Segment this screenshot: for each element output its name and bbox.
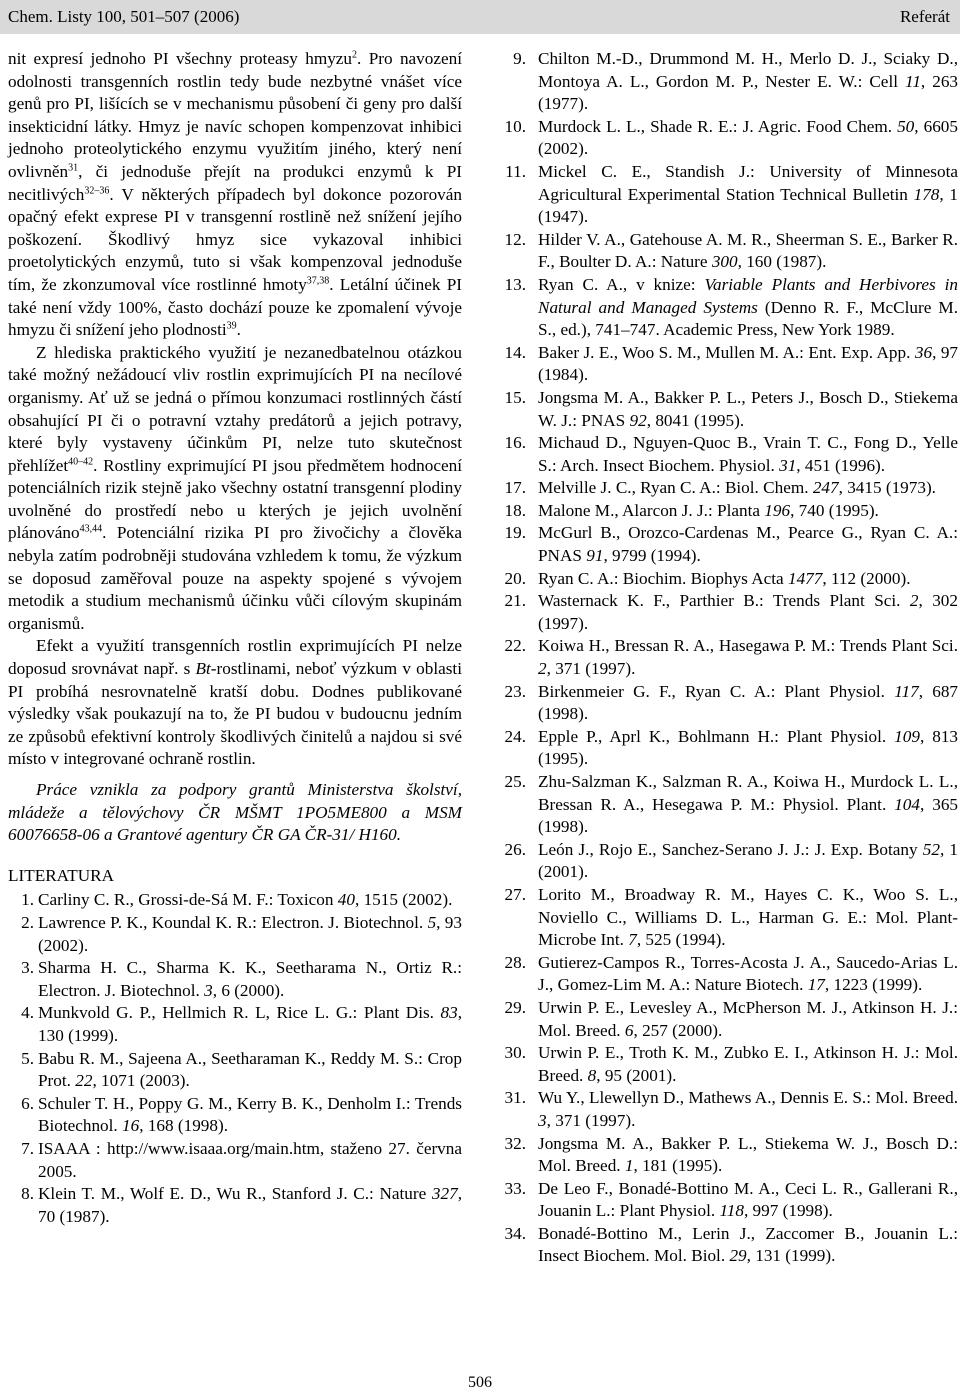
- text-run: Michaud D., Nguyen-Quoc B., Vrain T. C., Fong D., Yelle S.: Arch. Insect Biochem. Physiol.: [538, 433, 958, 475]
- text-run: Malone M., Alarcon J. J.: Planta: [538, 500, 765, 520]
- reference-item: [502, 432, 958, 477]
- text-run: , 263 (1977).: [538, 71, 959, 114]
- text-run: , 687 (1998).: [538, 681, 959, 724]
- text-run: ISAAA : http://www.isaaa.org/main.htm, staženo 27. června 2005.: [38, 1138, 462, 1181]
- reference-number: 23.: [504, 681, 526, 701]
- text-run: Sharma H. C., Sharma K. K., Seetharama N., Ortiz R.: Electron. J. Biotechnol.: [38, 958, 462, 1000]
- reference-number: 25.: [504, 772, 526, 791]
- text-run: , 813 (1995).: [538, 726, 959, 769]
- reference-number: 17.: [504, 478, 526, 498]
- italic-text: 50: [897, 116, 915, 136]
- page-number: 506: [468, 1374, 492, 1391]
- reference-item: [502, 274, 958, 342]
- text-run: , 1223 (1999).: [824, 975, 923, 995]
- italic-text: 117: [894, 681, 919, 701]
- italic-text: 7: [628, 930, 637, 950]
- italic-text: 1: [624, 1156, 634, 1176]
- reference-item: [502, 229, 958, 274]
- text-run: . Pro navození odolnosti transgenních rostlin tedy bude nezbytné vnášet více genů pro PI, lišících se v mechanismu působení či geny pro další insekticidní látky. Hmyz je navíc schopen kompenzovat inhibici jednoho proteolytického enzymu využitím jiného, který není ovlivněn: [8, 49, 462, 181]
- reference-number: 8.: [21, 1184, 34, 1204]
- text-run: -rostlinami, neboť výzkum v oblasti PI probíhá nesrovnatelně kratší dobu. Dodnes publikované výsledky však poukazují na to, že PI budou v budoucnu jedním ze způsobů efektivní kontroly škodlivých činitelů a najdou si své místo v integrované ochraně rostlin.: [8, 659, 462, 769]
- italic-text: 8: [587, 1065, 597, 1085]
- text-run: , 130 (1999).: [38, 1003, 462, 1045]
- italic-text: 196: [764, 500, 791, 520]
- italic-text: 31: [779, 455, 797, 475]
- reference-item: [502, 952, 958, 997]
- right-column: [502, 48, 958, 1268]
- reference-item: [502, 635, 958, 680]
- text-run: , 70 (1987).: [38, 1184, 462, 1226]
- text-run: nit expresí jednoho PI všechny proteasy hmyzu: [8, 49, 353, 68]
- reference-item: [8, 1183, 462, 1228]
- text-run: Ryan C. A.: Biochim. Biophys Acta: [538, 568, 788, 588]
- reference-item: [8, 1093, 462, 1138]
- reference-number: 14.: [504, 342, 526, 362]
- text-run: Munkvold G. P., Hellmich R. L, Rice L. G.: Plant Dis.: [38, 1003, 441, 1023]
- body-paragraph: [8, 342, 462, 636]
- text-run: Urwin P. E., Levesley A., McPherson M. J., Atkinson H. J.: Mol. Breed.: [538, 997, 958, 1040]
- text-run: Wu Y., Llewellyn D., Mathews A., Dennis E. S.: Mol. Breed.: [538, 1088, 958, 1108]
- citation-superscript: 39: [226, 320, 237, 332]
- text-run: De Leo F., Bonadé-Bottino M. A., Ceci L. R., Gallerani R., Jouanin L.: Plant Physiol.: [538, 1178, 958, 1221]
- reference-number: 1.: [21, 890, 34, 910]
- reference-item: [502, 568, 958, 591]
- reference-item: [8, 912, 462, 957]
- text-run: , 371 (1997).: [546, 1110, 636, 1130]
- reference-number: 16.: [504, 433, 526, 453]
- reference-number: 5.: [21, 1048, 34, 1068]
- text-run: , 9799 (1994).: [603, 546, 701, 566]
- reference-item: [502, 839, 958, 884]
- text-run: Jongsma M. A., Bakker P. L., Stiekema W. J., Bosch D.: Mol. Breed.: [538, 1133, 958, 1176]
- text-run: , 97 (1984).: [538, 342, 958, 385]
- italic-text: 92: [629, 410, 647, 430]
- reference-item: [8, 957, 462, 1002]
- reference-item: [502, 771, 958, 839]
- italic-text: 2: [909, 591, 919, 611]
- reference-number: 33.: [504, 1178, 526, 1198]
- text-run: Koiwa H., Bressan R. A., Hasegawa P. M.: Trends Plant Sci.: [538, 636, 958, 656]
- reference-number: 15.: [504, 387, 526, 407]
- reference-item: [502, 342, 958, 387]
- citation-superscript: 37,38: [306, 275, 330, 287]
- text-run: Chilton M.-D., Drummond M. H., Merlo D. J., Sciaky D., Montoya A. L., Gordon M. P., Nester E. W.: Cell: [538, 49, 958, 91]
- reference-list-continued: [502, 48, 958, 1268]
- text-run: , 8041 (1995).: [646, 410, 745, 430]
- reference-number: 31.: [504, 1088, 526, 1108]
- text-run: Carliny C. R., Grossi-de-Sá M. F.: Toxicon: [38, 890, 338, 910]
- text-run: Lawrence P. K., Koundal K. R.: Electron. J. Biotechnol.: [38, 912, 428, 932]
- reference-item: [502, 681, 958, 726]
- italic-text: 6: [624, 1020, 634, 1040]
- italic-text: 11: [905, 71, 921, 91]
- reference-item: [502, 161, 958, 229]
- text-run: (Denno R. F., McClure M. S., ed.), 741–747. Academic Press, New York 1989.: [538, 297, 958, 340]
- reference-number: 20.: [504, 568, 526, 588]
- text-run: Efekt a využití transgenních rostlin exprimujících PI nelze doposud srovnávat např. s: [8, 636, 462, 679]
- citation-superscript: 32–36: [84, 184, 110, 196]
- text-run: , 93 (2002).: [38, 912, 462, 955]
- text-run: Hilder V. A., Gatehouse A. M. R., Sheerman S. E., Barker R. F., Boulter D. A.: Nature: [538, 229, 958, 272]
- reference-number: 24.: [504, 726, 526, 746]
- reference-item: [502, 500, 958, 523]
- reference-number: 34.: [504, 1223, 526, 1243]
- text-run: McGurl B., Orozco-Cardenas M., Pearce G., Ryan C. A.: PNAS: [538, 523, 958, 566]
- text-run: Baker J. E., Woo S. M., Mullen M. A.: Ent. Exp. App.: [538, 342, 915, 362]
- reference-number: 9.: [513, 49, 526, 68]
- reference-number: 13.: [504, 274, 526, 294]
- italic-text: 52: [922, 839, 940, 859]
- text-run: Bonadé-Bottino M., Lerin J., Zaccomer B., Jouanin L.: Insect Biochem. Mol. Biol.: [538, 1223, 958, 1266]
- text-run: Ryan C. A., v knize:: [538, 274, 705, 294]
- italic-text: 36: [914, 342, 933, 362]
- text-run: Klein T. M., Wolf E. D., Wu R., Stanford J. C.: Nature: [38, 1184, 432, 1204]
- reference-item: [502, 1178, 958, 1223]
- reference-item: [502, 726, 958, 771]
- reference-number: 7.: [21, 1138, 34, 1158]
- italic-text: 83: [440, 1003, 458, 1023]
- text-run: Jongsma M. A., Bakker P. L., Peters J., Bosch D., Stiekema W. J.: PNAS: [538, 387, 958, 430]
- text-run: Schuler T. H., Poppy G. M., Kerry B. K., Denholm I.: Trends Biotechnol.: [38, 1093, 462, 1136]
- reference-item: [502, 1042, 958, 1087]
- reference-number: 32.: [504, 1133, 526, 1153]
- text-run: , 525 (1994).: [636, 930, 726, 950]
- italic-text: 2: [538, 659, 547, 679]
- body-paragraph: [8, 48, 462, 342]
- journal-header: [0, 0, 960, 34]
- citation-superscript: 31: [68, 162, 79, 174]
- italic-text: 3: [538, 1110, 547, 1130]
- text-run: León J., Rojo E., Sanchez-Serano J. J.: J. Exp. Botany: [538, 839, 923, 859]
- text-run: , 371 (1997).: [546, 659, 636, 679]
- italic-text: 5: [427, 912, 437, 932]
- reference-item: [8, 889, 462, 912]
- reference-number: 22.: [504, 636, 526, 656]
- italic-text: 91: [586, 546, 604, 566]
- reference-item: [8, 1138, 462, 1183]
- italic-text: 109: [894, 726, 920, 746]
- text-run: . Letální účinek PI také není vždy 100%, často dochází pouze ke zpomalení vývoje hmyzu či snížení jeho plodnosti: [8, 274, 462, 340]
- text-run: .: [236, 320, 241, 340]
- text-run: , 95 (2001).: [596, 1065, 677, 1085]
- italic-text: 3: [204, 980, 213, 1000]
- reference-number: 30.: [504, 1043, 526, 1063]
- text-run: Birkenmeier G. F., Ryan C. A.: Plant Physiol.: [538, 681, 895, 701]
- text-run: , 131 (1999).: [746, 1246, 836, 1266]
- left-column: [8, 48, 462, 1228]
- text-run: Wasternack K. F., Parthier B.: Trends Plant Sci.: [538, 591, 910, 611]
- reference-number: 29.: [504, 997, 526, 1017]
- reference-item: [502, 1223, 958, 1268]
- text-run: , 6 (2000).: [212, 980, 285, 1000]
- italic-text: 178: [913, 184, 940, 204]
- reference-item: [502, 590, 958, 635]
- italic-text: 327: [431, 1184, 458, 1204]
- italic-text: 118: [719, 1201, 744, 1221]
- text-run: , 3415 (1973).: [838, 478, 936, 498]
- text-run: , 365 (1998).: [538, 794, 959, 837]
- reference-number: 3.: [21, 958, 34, 978]
- text-run: , 997 (1998).: [743, 1201, 833, 1221]
- reference-item: [8, 1002, 462, 1047]
- reference-number: 19.: [504, 523, 526, 543]
- italic-text: 40: [337, 890, 355, 910]
- italic-text: 300: [711, 252, 738, 272]
- text-run: Epple P., Aprl K., Bohlmann H.: Plant Physiol.: [538, 726, 895, 746]
- citation-superscript: 43,44: [79, 523, 103, 535]
- reference-item: [502, 48, 958, 116]
- text-run: Lorito M., Broadway R. M., Hayes C. K., Woo S. L., Noviello C., Williams D. L., Harman G. E.: Mol. Plant-Microbe Int.: [538, 884, 958, 950]
- reference-number: 27.: [504, 884, 526, 904]
- reference-item: [502, 997, 958, 1042]
- italic-text: 104: [894, 794, 920, 814]
- italic-text: 22: [75, 1071, 93, 1091]
- text-run: , 1 (1947).: [538, 184, 959, 227]
- reference-number: 6.: [21, 1093, 34, 1113]
- citation-superscript: 40–42: [68, 455, 94, 467]
- text-run: , 1515 (2002).: [354, 890, 453, 910]
- acknowledgement: Práce vznikla za podpory grantů Ministerstva školství, mládeže a tělovýchovy ČR MŠMT 1PO5ME800 a MSM 60076658-06 a Grantové agentury ČR GA ČR-31/ H160.: [8, 780, 462, 845]
- italic-text: 1477: [787, 568, 823, 588]
- reference-item: [502, 477, 958, 500]
- text-run: , 160 (1987).: [737, 252, 827, 272]
- text-run: , 302 (1997).: [538, 591, 958, 633]
- reference-number: 28.: [504, 952, 526, 972]
- text-run: Z hlediska praktického využití je nezanedbatelnou otázkou také možný nežádoucí vliv rostlin exprimujících PI na necílové organismy. Ať už se jedná o přímou konzumaci rostlinných částí obsahující PI či o potravní vztahy predátorů a jejich potravy, které byly vystaveny účinkům PI, nelze tuto skutečnost přehlížet: [8, 342, 462, 475]
- reference-item: [502, 387, 958, 432]
- text-run: , 6605 (2002).: [538, 116, 958, 159]
- article-type: Referát: [899, 7, 950, 26]
- text-run: . Potenciální rizika PI pro živočichy a člověka nebyla zatím podrobněji studována vzhledem k tomu, že výzkum se doposud zaměřoval pouze na aspekty spojené s vývojem metodik a studium mechanismů účinku vůči cílovým skupinám organismů.: [8, 523, 462, 633]
- text-run: . V některých případech byl dokonce pozorován opačný efekt exprese PI v transgenní rostlině než snížení jejího poškození. Škodlivý hmyz sice vykazoval inhibici proetolytických enzymů, tuto si však kompenzoval jednoduše tím, že zkonzumoval více rostlinné hmoty: [8, 184, 462, 294]
- text-run: , 181 (1995).: [633, 1156, 723, 1176]
- reference-item: [8, 1048, 462, 1093]
- reference-number: 10.: [504, 116, 526, 136]
- text-run: , 1071 (2003).: [92, 1071, 190, 1091]
- citation-superscript: 2: [352, 49, 358, 61]
- text-run: Babu R. M., Sajeena A., Seetharaman K., Reddy M. S.: Crop Prot.: [38, 1048, 462, 1091]
- text-run: Mickel C. E., Standish J.: University of Minnesota Agricultural Experimental Station Technical Bulletin: [538, 161, 958, 204]
- body-text: [8, 48, 462, 771]
- references-heading: LITERATURA: [8, 865, 114, 885]
- reference-item: [502, 1087, 958, 1132]
- text-run: Gutierez-Campos R., Torres-Acosta J. A., Saucedo-Arias L. J., Gomez-Lim M. A.: Nature Biotech.: [538, 952, 958, 995]
- italic-text: Bt: [195, 659, 211, 679]
- reference-number: 4.: [21, 1003, 34, 1023]
- text-run: , 112 (2000).: [822, 568, 911, 588]
- reference-item: [502, 1133, 958, 1178]
- reference-number: 2.: [21, 912, 34, 932]
- text-run: , či jednoduše přejít na produkci enzymů k PI necitlivých: [8, 161, 462, 204]
- reference-number: 21.: [504, 591, 526, 611]
- italic-text: 16: [122, 1116, 140, 1136]
- italic-text: 29: [729, 1246, 747, 1266]
- reference-number: 26.: [504, 839, 526, 859]
- text-run: Melville J. C., Ryan C. A.: Biol. Chem.: [538, 478, 813, 498]
- italic-text: 17: [807, 975, 825, 995]
- reference-item: [502, 116, 958, 161]
- text-run: , 451 (1996).: [796, 455, 886, 475]
- text-run: , 1 (2001).: [538, 839, 958, 882]
- text-run: . Rostliny exprimující PI jsou předmětem hodnocení potenciálních rizik stejně jako všechny ostatní transgenní plodiny uvolněné do prostředí nebo u kterých je jejich uvolnění plánováno: [8, 455, 462, 543]
- reference-item: [502, 884, 958, 952]
- italic-text: 247: [812, 478, 839, 498]
- body-paragraph: [8, 635, 462, 771]
- italic-text: Variable Plants and Herbivores in Natural and Managed Systems: [538, 274, 958, 317]
- reference-item: [502, 522, 958, 567]
- reference-number: 12.: [504, 229, 526, 249]
- reference-number: 11.: [505, 161, 526, 181]
- text-run: , 168 (1998).: [139, 1116, 229, 1136]
- text-run: Zhu-Salzman K., Salzman R. A., Koiwa H., Murdock L. L., Bressan R. A., Hesegawa P. M.: Physiol. Plant.: [538, 772, 958, 814]
- reference-list: [8, 889, 462, 1228]
- text-run: , 257 (2000).: [633, 1020, 723, 1040]
- text-run: Urwin P. E., Troth K. M., Zubko E. I., Atkinson H. J.: Mol. Breed.: [538, 1043, 958, 1085]
- reference-number: 18.: [504, 500, 526, 520]
- text-run: , 740 (1995).: [790, 500, 879, 520]
- text-run: Murdock L. L., Shade R. E.: J. Agric. Food Chem.: [538, 116, 898, 136]
- journal-citation: Chem. Listy 100, 501–507 (2006): [8, 7, 240, 26]
